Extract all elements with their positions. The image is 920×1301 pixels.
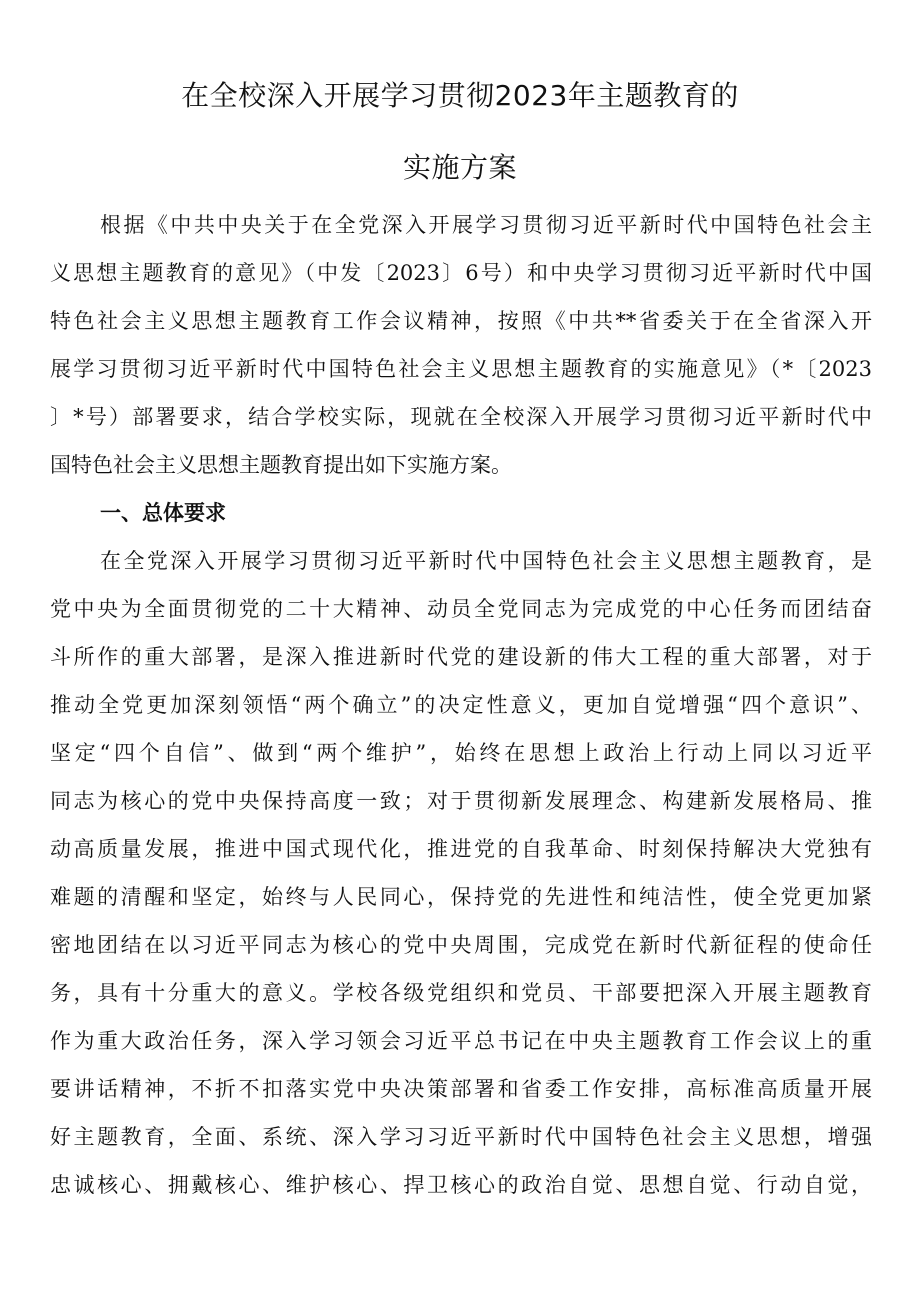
paragraph-line: 动高质量发展，推进中国式现代化，推进党的自我革命、时刻保持解决大党独有 <box>50 837 872 861</box>
paragraph-line: 展学习贯彻习近平新时代中国特色社会主义思想主题教育的实施意见》（*〔2023 <box>50 357 872 381</box>
paragraph-line: 难题的清醒和坚定，始终与人民同心，保持党的先进性和纯洁性，使全党更加紧 <box>50 885 872 909</box>
paragraph-line: 同志为核心的党中央保持高度一致；对于贯彻新发展理念、构建新发展格局、推 <box>50 789 872 813</box>
paragraph-line: 要讲话精神，不折不扣落实党中央决策部署和省委工作安排，高标准高质量开展 <box>50 1077 872 1101</box>
paragraph-line: 〕*号）部署要求，结合学校实际，现就在全校深入开展学习贯彻习近平新时代中 <box>50 405 872 429</box>
paragraph-line: 在全党深入开展学习贯彻习近平新时代中国特色社会主义思想主题教育，是 <box>100 549 872 573</box>
document-title-line-1: 在全校深入开展学习贯彻2023年主题教育的 <box>181 79 739 112</box>
paragraph-line: 好主题教育，全面、系统、深入学习习近平新时代中国特色社会主义思想，增强 <box>50 1125 872 1149</box>
paragraph-line: 特色社会主义思想主题教育工作会议精神，按照《中共**省委关于在全省深入开 <box>50 309 872 333</box>
document-title-line-2: 实施方案 <box>402 151 517 184</box>
section-heading: 一、总体要求 <box>100 501 226 525</box>
paragraph-line: 密地团结在以习近平同志为核心的党中央周围，完成党在新时代新征程的使命任 <box>50 933 872 957</box>
paragraph-line: 推动全党更加深刻领悟“两个确立”的决定性意义，更加自觉增强“四个意识”、 <box>50 693 872 717</box>
paragraph-line: 国特色社会主义思想主题教育提出如下实施方案。 <box>50 453 512 477</box>
paragraph-line: 忠诚核心、拥戴核心、维护核心、捍卫核心的政治自觉、思想自觉、行动自觉， <box>50 1173 872 1197</box>
paragraph-line: 党中央为全面贯彻党的二十大精神、动员全党同志为完成党的中心任务而团结奋 <box>50 597 872 621</box>
paragraph-line: 务，具有十分重大的意义。学校各级党组织和党员、干部要把深入开展主题教育 <box>50 981 872 1005</box>
paragraph-line: 义思想主题教育的意见》（中发〔2023〕6号）和中央学习贯彻习近平新时代中国 <box>50 261 872 285</box>
paragraph-line: 根据《中共中央关于在全党深入开展学习贯彻习近平新时代中国特色社会主 <box>100 213 872 237</box>
paragraph-line: 斗所作的重大部署，是深入推进新时代党的建设新的伟大工程的重大部署，对于 <box>50 645 872 669</box>
paragraph-line: 作为重大政治任务，深入学习领会习近平总书记在中央主题教育工作会议上的重 <box>50 1029 872 1053</box>
paragraph-line: 坚定“四个自信”、做到“两个维护”，始终在思想上政治上行动上同以习近平 <box>50 741 872 765</box>
